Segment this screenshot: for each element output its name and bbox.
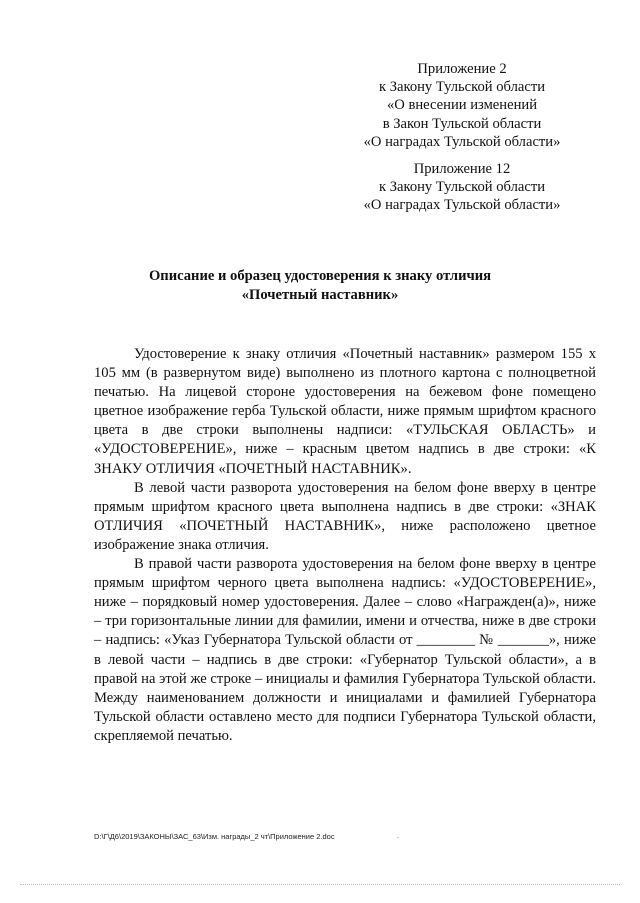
paragraph-right-spread: В правой части разворота удостоверения на белом фоне вверху в центре прямым шрифтом черного цвета выполнена надпись: «УДОСТОВЕРЕНИЕ», ниже – порядковый номер удостоверения. Далее – слово «Награжден(а)», ниже – три горизонтальные линии для фамилии, имени и отчества, ниже в две строки – надпись: «Указ Губернатора Тульской области от ________ № _______», ниже в левой части – надпись в две строки: «Губернатор Тульской области», а в правой на этой же строке – инициалы и фамилия Губернатора Тульской области. Между наименованием должности и инициалами и фамилией Губернатора Тульской области оставлено место для подписи Губернатора Тульской области, скрепляемой печатью. bbox=[94, 556, 596, 744]
scan-artifact-dot: . bbox=[397, 832, 399, 840]
title-line-2: «Почетный наставник» bbox=[241, 287, 399, 303]
appendix-2-line: Приложение 2 bbox=[417, 61, 507, 77]
appendix-12-header bbox=[342, 160, 582, 215]
title-line-1: Описание и образец удостоверения к знаку отличия bbox=[148, 268, 492, 284]
appendix-2-line: в Закон Тульской области bbox=[382, 115, 542, 132]
document-body bbox=[94, 345, 596, 746]
paragraph-front-side: Удостоверение к знаку отличия «Почетный наставник» размером 155 х 105 мм (в развернутом виде) выполнено из плотного картона с полноцветной печатью. На лицевой стороне удостоверения на бежевом фоне помещено цветное изображение герба Тульской области, ниже прямым шрифтом красного цвета в две строки выполнены надписи: «ТУЛЬСКАЯ ОБЛАСТЬ» и «УДОСТОВЕРЕНИЕ», ниже – красным цветом надпись в две строки: «К ЗНАКУ ОТЛИЧИЯ «ПОЧЕТНЫЙ НАСТАВНИК». bbox=[94, 346, 596, 477]
footer-file-path: D:\Г\Д6\2019\ЗАКОНЫ\ЗАС_63\Изм. награды_2 чт\Приложение 2.doc bbox=[94, 832, 335, 841]
appendix-12-line: «О наградах Тульской области» bbox=[363, 197, 561, 214]
scan-edge-line bbox=[20, 884, 620, 885]
appendix-12-line: к Закону Тульской области bbox=[378, 179, 546, 196]
appendix-2-header bbox=[342, 60, 582, 151]
paragraph-left-spread: В левой части разворота удостоверения на белом фоне вверху в центре прямым шрифтом красного цвета выполнена надпись в две строки: «ЗНАК ОТЛИЧИЯ «ПОЧЕТНЫЙ НАСТАВНИК», ниже расположено цветное изображение знака отличия. bbox=[94, 479, 596, 553]
document-title bbox=[0, 267, 640, 305]
appendix-2-line: к Закону Тульской области bbox=[378, 79, 546, 96]
appendix-2-line: «О внесении изменений bbox=[386, 97, 538, 114]
appendix-12-line: Приложение 12 bbox=[413, 161, 511, 177]
appendix-2-line: «О наградах Тульской области» bbox=[363, 133, 561, 150]
